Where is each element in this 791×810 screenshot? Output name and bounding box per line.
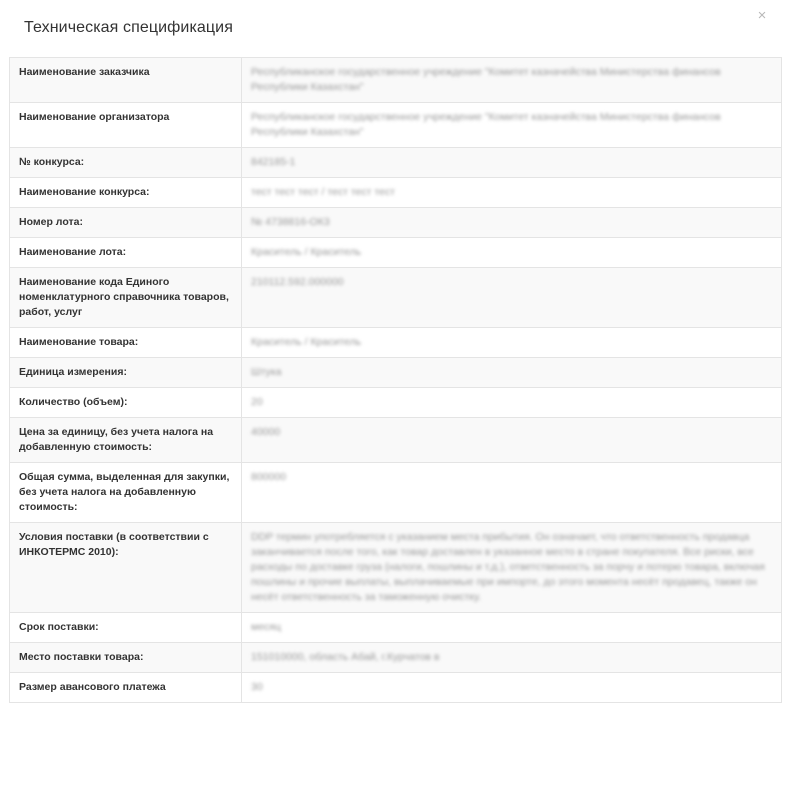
- row-value-text: 800000: [251, 471, 287, 483]
- specification-table: [9, 57, 782, 703]
- table-row: [10, 58, 782, 103]
- row-label: Условия поставки (в соответствии с ИНКОТЕРМС 2010):: [10, 523, 242, 613]
- row-label: Наименование кода Единого номенклатурного справочника товаров, работ, услуг: [10, 268, 242, 328]
- row-value-text: Краситель / Краситель: [251, 336, 362, 348]
- row-value: [242, 103, 782, 148]
- row-value: [242, 358, 782, 388]
- row-value: [242, 418, 782, 463]
- row-label: Срок поставки:: [10, 613, 242, 643]
- table-row: [10, 613, 782, 643]
- table-row: [10, 208, 782, 238]
- row-value: [242, 148, 782, 178]
- row-label: Общая сумма, выделенная для закупки, без учета налога на добавленную стоимость:: [10, 463, 242, 523]
- row-label: Наименование товара:: [10, 328, 242, 358]
- row-value: [242, 388, 782, 418]
- table-row: [10, 523, 782, 613]
- row-value-text: 40000: [251, 426, 281, 438]
- table-row: [10, 238, 782, 268]
- row-value: [242, 613, 782, 643]
- row-value-text: 30: [251, 681, 263, 693]
- row-value: [242, 523, 782, 613]
- table-row: [10, 268, 782, 328]
- row-value-text: Республиканское государственное учреждение "Комитет казначейства Министерства финансов Республики Казахстан": [251, 111, 721, 138]
- row-value: [242, 238, 782, 268]
- row-label: Размер авансового платежа: [10, 673, 242, 703]
- row-label: Наименование конкурса:: [10, 178, 242, 208]
- row-value-text: Краситель / Краситель: [251, 246, 362, 258]
- table-row: [10, 418, 782, 463]
- row-label: Количество (объем):: [10, 388, 242, 418]
- row-value: [242, 268, 782, 328]
- row-value: [242, 208, 782, 238]
- row-value-text: 842185-1: [251, 156, 296, 168]
- table-row: [10, 643, 782, 673]
- row-value-text: Штука: [251, 366, 282, 378]
- row-label: Наименование организатора: [10, 103, 242, 148]
- table-row: [10, 358, 782, 388]
- modal-header: [0, 0, 791, 52]
- row-value: [242, 463, 782, 523]
- modal-title: Техническая спецификация: [24, 19, 233, 36]
- row-value-text: 210112.592.000000: [251, 276, 344, 288]
- row-label: Наименование лота:: [10, 238, 242, 268]
- table-row: [10, 103, 782, 148]
- row-value: [242, 673, 782, 703]
- row-label: Цена за единицу, без учета налога на добавленную стоимость:: [10, 418, 242, 463]
- row-label: Место поставки товара:: [10, 643, 242, 673]
- row-value: [242, 178, 782, 208]
- table-row: [10, 673, 782, 703]
- row-value-text: Республиканское государственное учреждение "Комитет казначейства Министерства финансов Республики Казахстан": [251, 66, 721, 93]
- table-row: [10, 178, 782, 208]
- row-value: [242, 58, 782, 103]
- table-row: [10, 148, 782, 178]
- close-icon[interactable]: ×: [757, 7, 767, 24]
- row-label: Номер лота:: [10, 208, 242, 238]
- row-value: [242, 643, 782, 673]
- row-label: № конкурса:: [10, 148, 242, 178]
- table-row: [10, 463, 782, 523]
- row-value-text: 20: [251, 396, 263, 408]
- row-value-text: № 4738816-ОК3: [251, 216, 330, 228]
- row-value-text: 151010000, область Абай, г.Курчатов в: [251, 651, 440, 663]
- row-value-text: DDP термин употребляется с указанием места прибытия. Он означает, что ответственность продавца заканчивается после того, как товар доставлен в указанное место в стране покупателя. Все риски, все расходы по доставке груза (налоги, пошлины и т.д.), ответственность за порчу и потерю товара, включая пошлины и прочие выплаты, выплачиваемые при импорте, до этого момента несёт продавец, также он несёт ответственность за таможенную очистку.: [251, 531, 765, 603]
- row-value: [242, 328, 782, 358]
- row-value-text: тест тест тест / тест тест тест: [251, 186, 395, 198]
- table-row: [10, 328, 782, 358]
- table-row: [10, 388, 782, 418]
- row-label: Наименование заказчика: [10, 58, 242, 103]
- row-label: Единица измерения:: [10, 358, 242, 388]
- row-value-text: месяц: [251, 621, 282, 633]
